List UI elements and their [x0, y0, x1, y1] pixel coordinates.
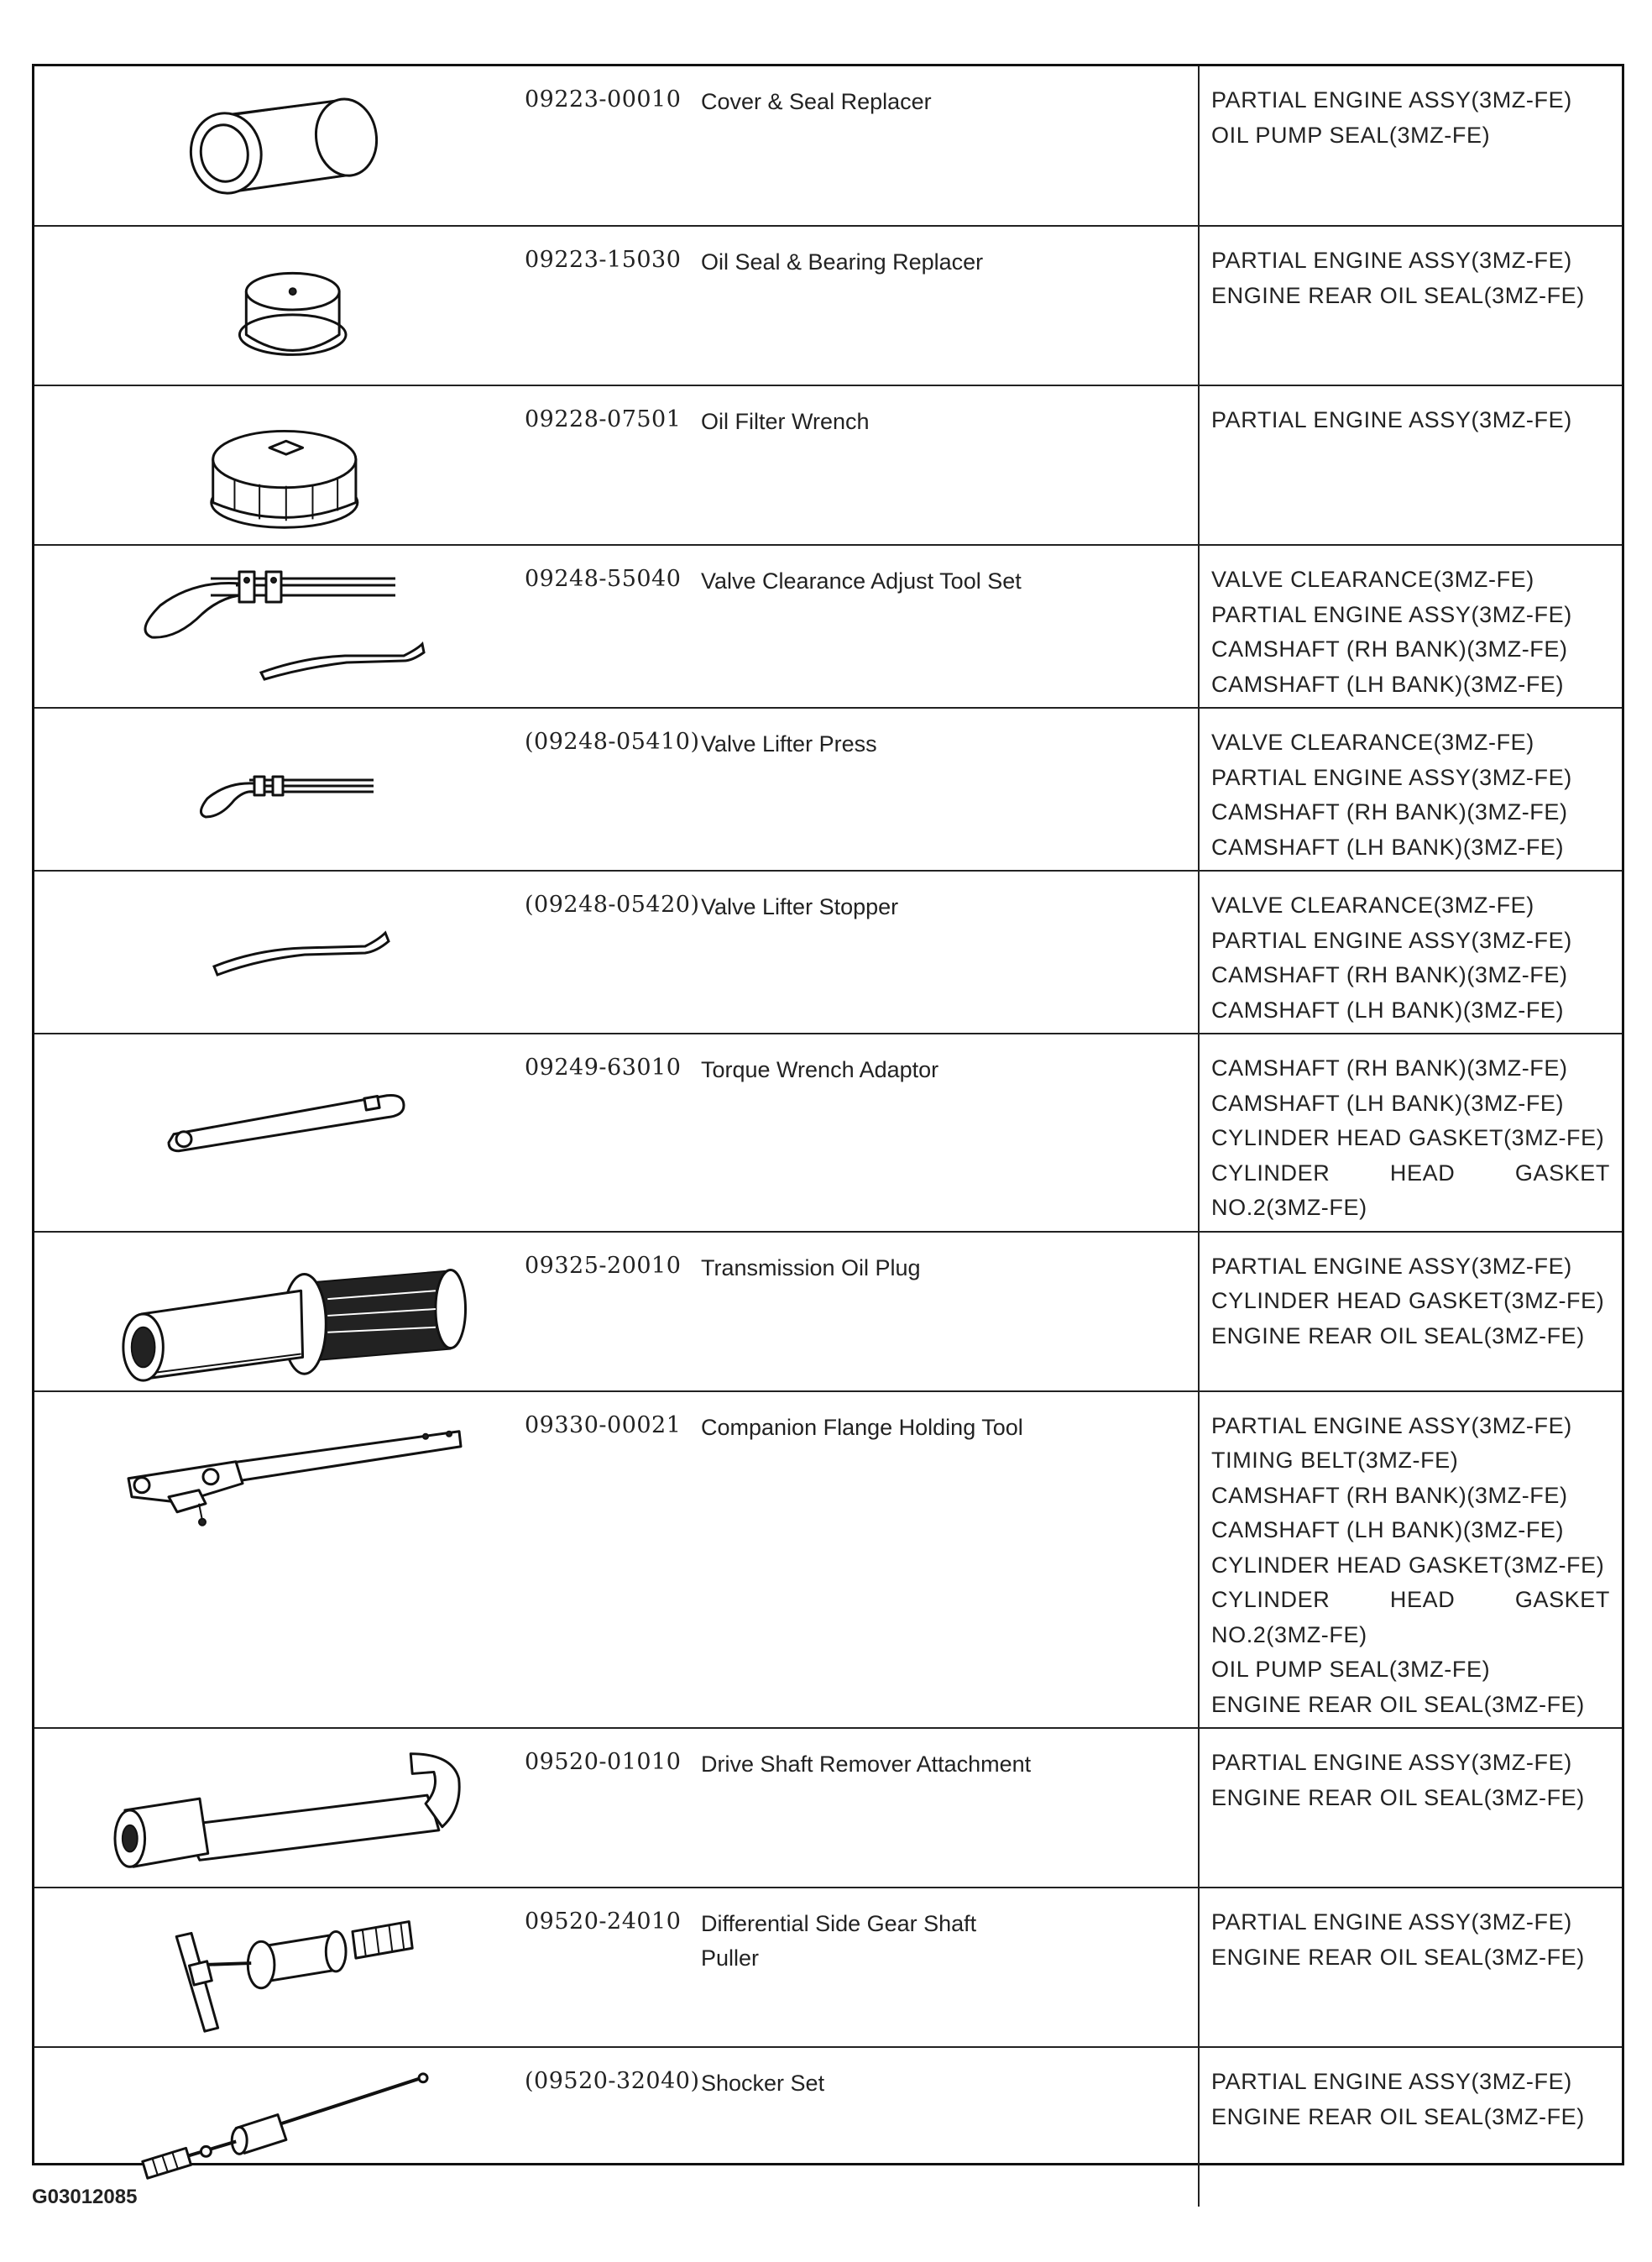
- usage-list: [1200, 1233, 1622, 1359]
- usage-item: NO.2(3MZ-FE): [1211, 1621, 1367, 1647]
- table-row: [34, 1232, 1622, 1391]
- usage-list: [1200, 386, 1622, 443]
- tool-name: Valve Clearance Adjust Tool Set: [701, 568, 1022, 594]
- usage-item: CAMSHAFT (LH BANK)(3MZ-FE): [1211, 1090, 1565, 1116]
- usage-item: CAMSHAFT (LH BANK)(3MZ-FE): [1211, 834, 1565, 860]
- usage-list: [1200, 872, 1622, 1033]
- tool-code: 09228-07501: [525, 406, 682, 432]
- tool-name: Oil Seal & Bearing Replacer: [701, 249, 984, 275]
- tool-code: 09223-00010: [525, 86, 682, 113]
- table-row: [34, 545, 1622, 708]
- valve-clearance-tool-set-icon: [34, 546, 506, 707]
- tool-name: Cover & Seal Replacer: [701, 89, 932, 114]
- tool-code: 09520-24010: [525, 1909, 682, 1935]
- table-row: [34, 708, 1622, 871]
- tool-code: 09520-01010: [525, 1749, 682, 1775]
- tool-code: 09330-00021: [525, 1411, 682, 1438]
- transmission-oil-plug-icon: [34, 1233, 506, 1390]
- usage-item-split: [1211, 1156, 1610, 1191]
- usage-item: PARTIAL ENGINE ASSY(3MZ-FE): [1211, 1412, 1572, 1438]
- tool-name: Valve Lifter Stopper: [701, 894, 899, 919]
- table-row: [34, 1391, 1622, 1729]
- usage-list: [1200, 227, 1622, 318]
- usage-item: NO.2(3MZ-FE): [1211, 1195, 1367, 1220]
- usage-item: CYLINDER HEAD GASKET(3MZ-FE): [1211, 1125, 1605, 1150]
- tool-name: Drive Shaft Remover Attachment: [701, 1751, 1032, 1777]
- usage-list: [1200, 1888, 1622, 1980]
- usage-item: PARTIAL ENGINE ASSY(3MZ-FE): [1211, 1750, 1572, 1775]
- usage-item: PARTIAL ENGINE ASSY(3MZ-FE): [1211, 407, 1572, 432]
- usage-split-word: GASKET: [1514, 1587, 1610, 1612]
- oil-seal-bearing-replacer-icon: [34, 227, 506, 385]
- usage-item: PARTIAL ENGINE ASSY(3MZ-FE): [1211, 764, 1572, 790]
- usage-item: OIL PUMP SEAL(3MZ-FE): [1211, 122, 1491, 148]
- tool-code: 09248-55040: [525, 566, 682, 592]
- side-gear-shaft-puller-icon: [34, 1888, 506, 2046]
- tool-code: (09248-05420): [525, 892, 700, 918]
- table-row: [34, 1888, 1622, 2047]
- usage-item: PARTIAL ENGINE ASSY(3MZ-FE): [1211, 927, 1572, 953]
- tool-name: Oil Filter Wrench: [701, 409, 870, 434]
- usage-item-split: [1211, 1583, 1610, 1618]
- cover-seal-replacer-icon: [34, 66, 506, 225]
- usage-item: CAMSHAFT (LH BANK)(3MZ-FE): [1211, 1517, 1565, 1542]
- usage-split-word: HEAD: [1389, 1587, 1456, 1612]
- usage-item: PARTIAL ENGINE ASSY(3MZ-FE): [1211, 2069, 1572, 2094]
- usage-split-word: HEAD: [1389, 1160, 1456, 1186]
- usage-item: CAMSHAFT (RH BANK)(3MZ-FE): [1211, 799, 1568, 825]
- usage-item: PARTIAL ENGINE ASSY(3MZ-FE): [1211, 601, 1572, 627]
- usage-item: CAMSHAFT (RH BANK)(3MZ-FE): [1211, 636, 1568, 662]
- usage-item: PARTIAL ENGINE ASSY(3MZ-FE): [1211, 248, 1572, 273]
- usage-list: [1200, 709, 1622, 870]
- table-row: [34, 1728, 1622, 1888]
- usage-item: PARTIAL ENGINE ASSY(3MZ-FE): [1211, 87, 1572, 113]
- table-row: [34, 385, 1622, 545]
- usage-split-word: CYLINDER: [1211, 1587, 1330, 1612]
- valve-lifter-press-icon: [34, 709, 506, 870]
- figure-id: G03012085: [32, 2186, 138, 2208]
- usage-item: ENGINE REAR OIL SEAL(3MZ-FE): [1211, 1691, 1585, 1717]
- usage-list: [1200, 1729, 1622, 1820]
- usage-item: ENGINE REAR OIL SEAL(3MZ-FE): [1211, 2103, 1585, 2129]
- tool-code: 09249-63010: [525, 1055, 682, 1081]
- usage-split-word: GASKET: [1514, 1160, 1610, 1186]
- usage-item: ENGINE REAR OIL SEAL(3MZ-FE): [1211, 1944, 1585, 1970]
- sst-table: [34, 66, 1622, 2207]
- usage-split-word: CYLINDER: [1211, 1160, 1330, 1186]
- usage-list: [1200, 1392, 1622, 1728]
- table-row: [34, 2047, 1622, 2207]
- usage-list: [1200, 66, 1622, 158]
- usage-item: ENGINE REAR OIL SEAL(3MZ-FE): [1211, 282, 1585, 308]
- tool-code: 09325-20010: [525, 1252, 682, 1279]
- usage-item: CAMSHAFT (LH BANK)(3MZ-FE): [1211, 671, 1565, 697]
- tool-code: (09248-05410): [525, 729, 700, 755]
- table-row: [34, 1034, 1622, 1232]
- usage-item: ENGINE REAR OIL SEAL(3MZ-FE): [1211, 1784, 1585, 1810]
- tool-name: Valve Lifter Press: [701, 731, 877, 757]
- usage-item: OIL PUMP SEAL(3MZ-FE): [1211, 1657, 1491, 1682]
- usage-item: CYLINDER HEAD GASKET(3MZ-FE): [1211, 1288, 1605, 1313]
- tool-name: Torque Wrench Adaptor: [701, 1057, 939, 1082]
- tool-name: Companion Flange Holding Tool: [701, 1414, 1023, 1440]
- valve-lifter-stopper-icon: [34, 872, 506, 1033]
- table-row: [34, 66, 1622, 226]
- usage-item: CAMSHAFT (RH BANK)(3MZ-FE): [1211, 962, 1568, 987]
- tool-code: 09223-15030: [525, 247, 682, 273]
- usage-item: CAMSHAFT (RH BANK)(3MZ-FE): [1211, 1055, 1568, 1081]
- usage-list: [1200, 1034, 1622, 1231]
- companion-flange-holding-tool-icon: [34, 1392, 506, 1728]
- usage-item: VALVE CLEARANCE(3MZ-FE): [1211, 567, 1534, 592]
- oil-filter-wrench-icon: [34, 386, 506, 544]
- usage-item: CYLINDER HEAD GASKET(3MZ-FE): [1211, 1552, 1605, 1578]
- tool-name: Shocker Set: [701, 2071, 825, 2096]
- usage-item: PARTIAL ENGINE ASSY(3MZ-FE): [1211, 1909, 1572, 1935]
- usage-item: ENGINE REAR OIL SEAL(3MZ-FE): [1211, 1322, 1585, 1348]
- usage-item: CAMSHAFT (RH BANK)(3MZ-FE): [1211, 1482, 1568, 1508]
- table-row: [34, 226, 1622, 385]
- drive-shaft-remover-attachment-icon: [34, 1729, 506, 1887]
- usage-item: VALVE CLEARANCE(3MZ-FE): [1211, 730, 1534, 755]
- usage-item: CAMSHAFT (LH BANK)(3MZ-FE): [1211, 997, 1565, 1023]
- usage-list: [1200, 2048, 1622, 2139]
- shocker-set-icon: [34, 2048, 506, 2207]
- tool-code: (09520-32040): [525, 2068, 700, 2094]
- usage-item: VALVE CLEARANCE(3MZ-FE): [1211, 893, 1534, 918]
- table-row: [34, 871, 1622, 1034]
- usage-item: TIMING BELT(3MZ-FE): [1211, 1448, 1459, 1473]
- torque-wrench-adaptor-icon: [34, 1034, 506, 1231]
- usage-item: PARTIAL ENGINE ASSY(3MZ-FE): [1211, 1253, 1572, 1279]
- sst-table-frame: [32, 64, 1624, 2165]
- usage-list: [1200, 546, 1622, 707]
- tool-name: Transmission Oil Plug: [701, 1254, 921, 1280]
- tool-name: Differential Side Gear Shaft Puller: [701, 1911, 977, 1971]
